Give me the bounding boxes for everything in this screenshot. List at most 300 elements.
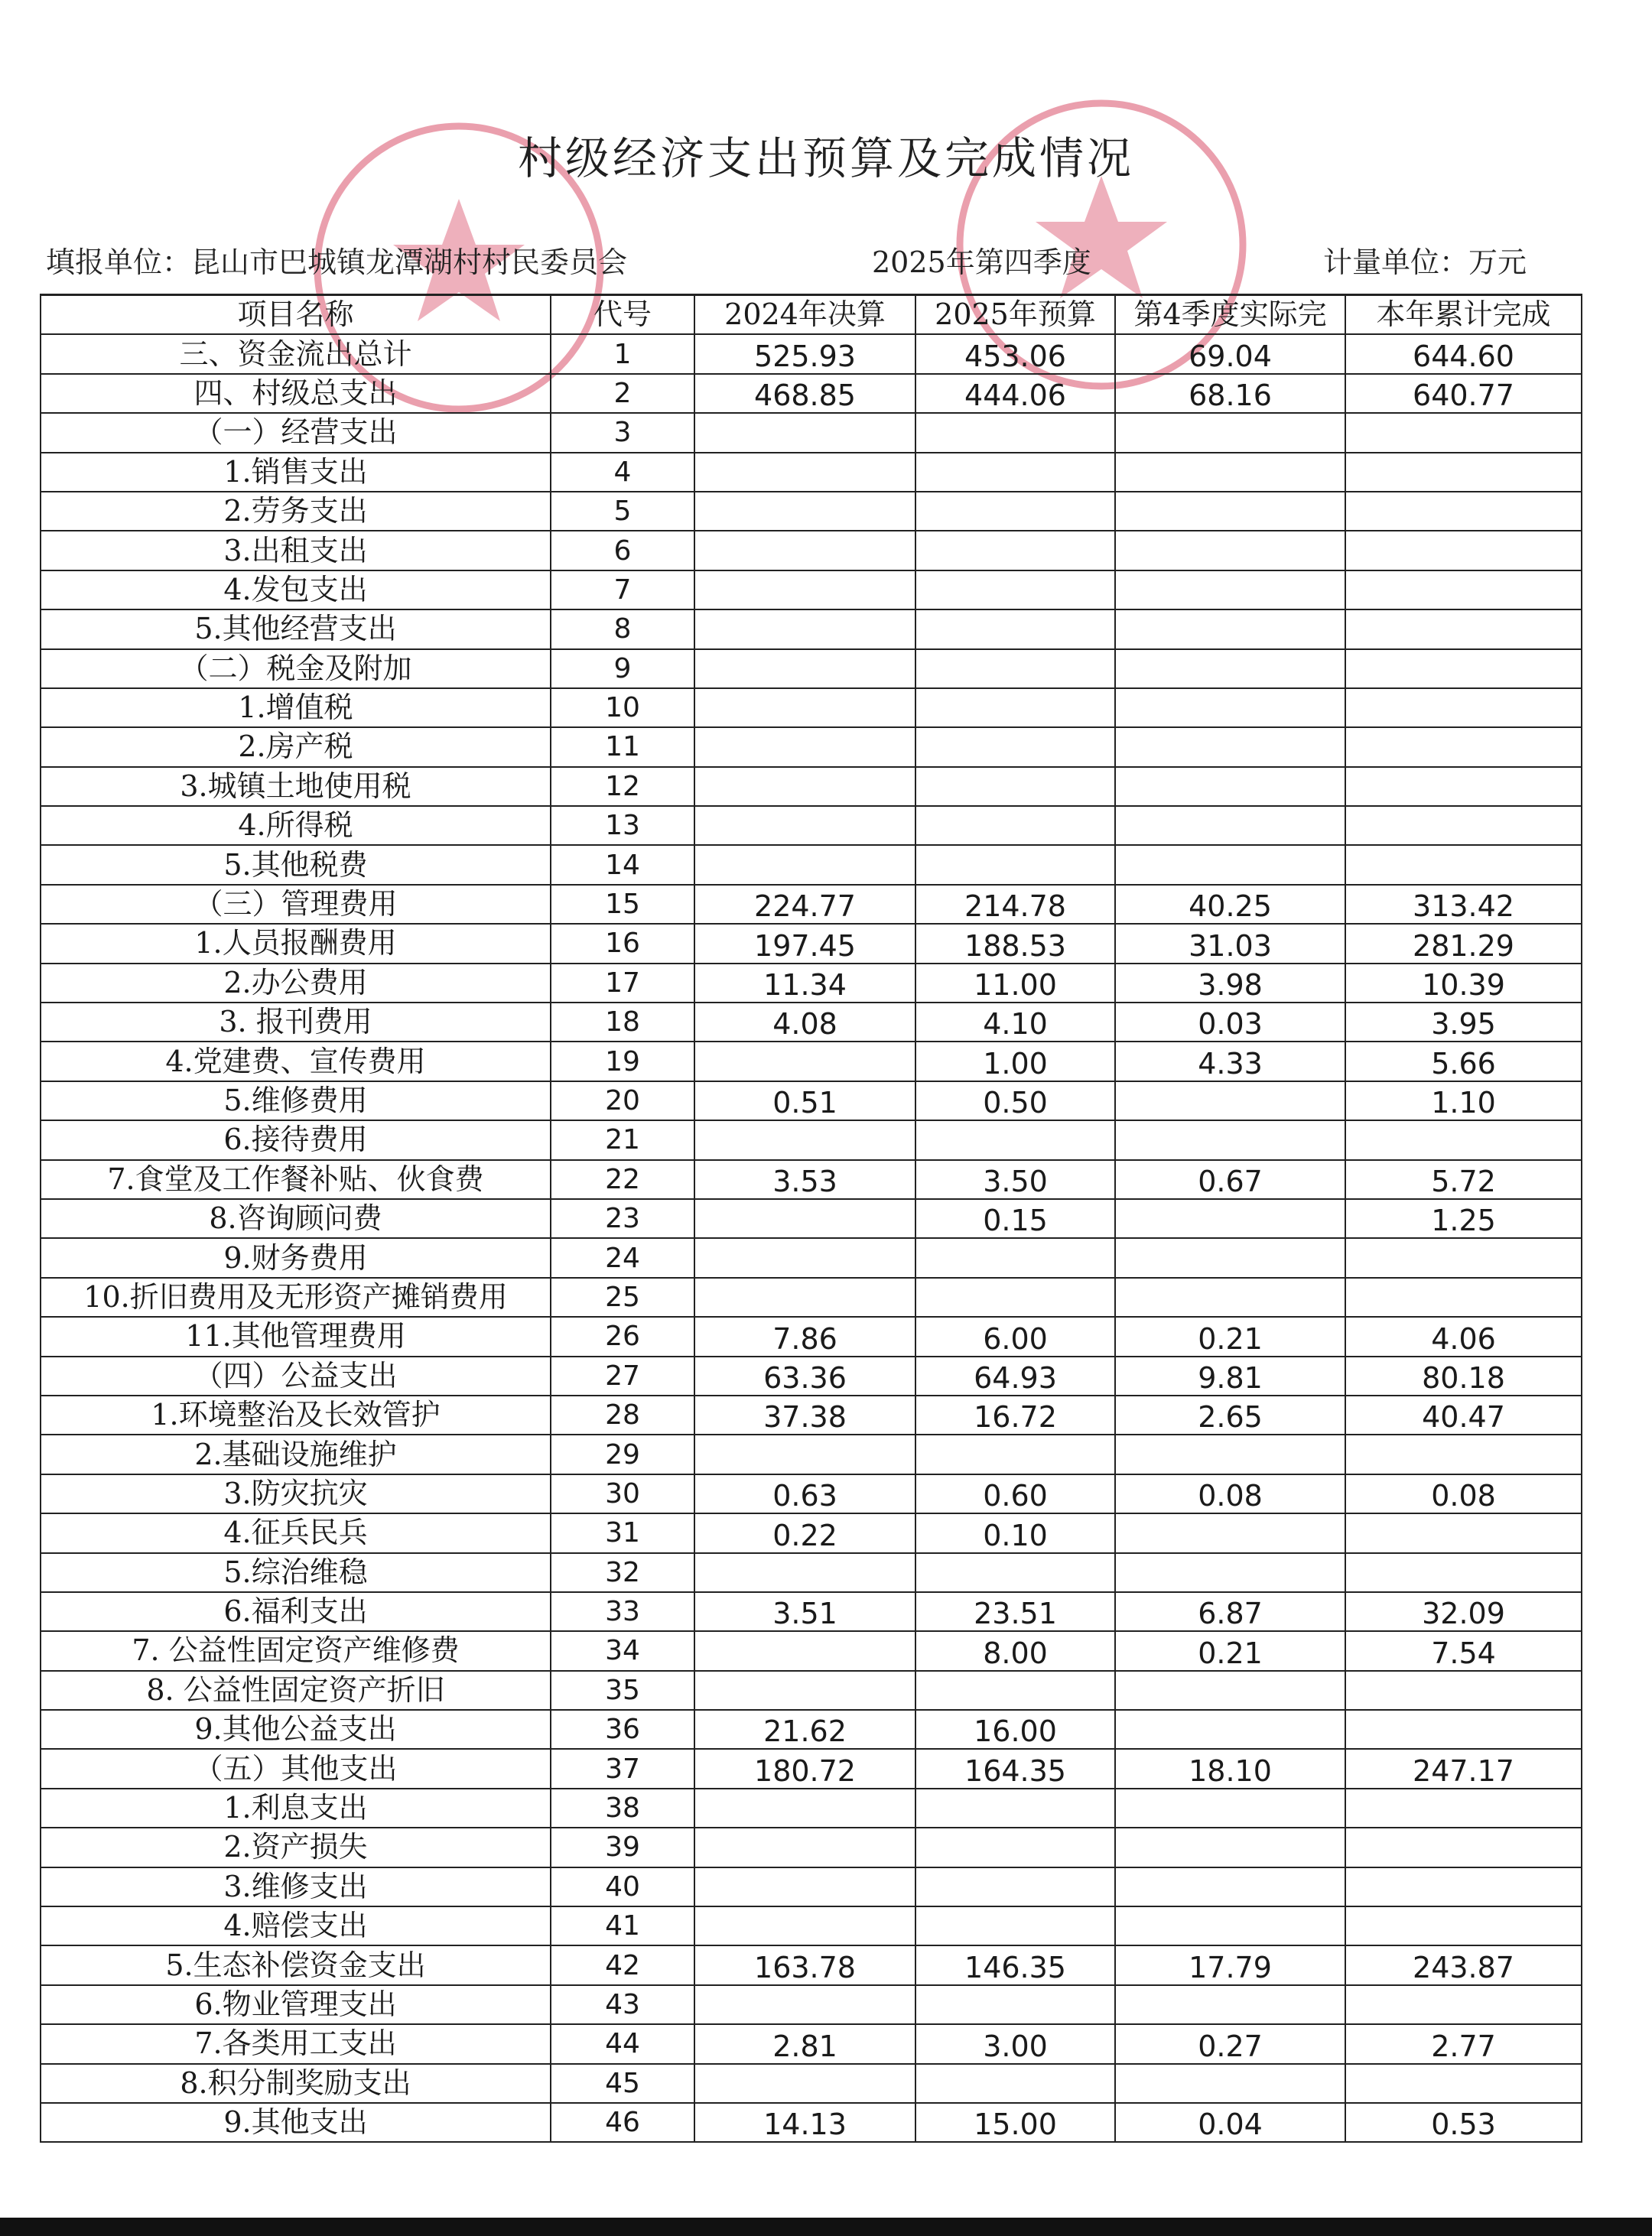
header-item-name: 项目名称 — [41, 295, 551, 335]
cell-code: 44 — [551, 2024, 694, 2063]
table-row — [41, 1513, 1582, 1552]
cell-q4-actual: 0.04 — [1115, 2103, 1345, 2142]
cell-2024-final — [694, 688, 915, 727]
cell-q4-actual — [1115, 1671, 1345, 1710]
cell-2025-budget — [915, 806, 1115, 845]
cell-2024-final — [694, 413, 915, 452]
cell-code: 21 — [551, 1120, 694, 1159]
cell-item-name: 10.折旧费用及无形资产摊销费用 — [41, 1278, 551, 1317]
cell-2024-final: 525.93 — [694, 334, 915, 373]
cell-2025-budget: 444.06 — [915, 374, 1115, 413]
cell-code: 20 — [551, 1081, 694, 1120]
cell-2025-budget: 8.00 — [915, 1631, 1115, 1670]
cell-ytd-completed: 4.06 — [1345, 1317, 1582, 1356]
cell-item-name: 9.财务费用 — [41, 1238, 551, 1277]
measure-unit: 计量单位：万元 — [1323, 245, 1527, 279]
cell-ytd-completed: 640.77 — [1345, 374, 1582, 413]
cell-code: 26 — [551, 1317, 694, 1356]
cell-item-name: （五）其他支出 — [41, 1749, 551, 1788]
cell-code: 33 — [551, 1592, 694, 1631]
cell-2025-budget: 188.53 — [915, 924, 1115, 963]
table-row — [41, 570, 1582, 609]
cell-code: 10 — [551, 688, 694, 727]
cell-item-name: 1.环境整治及长效管护 — [41, 1396, 551, 1435]
cell-2024-final — [694, 1199, 915, 1238]
cell-q4-actual — [1115, 1985, 1345, 2024]
cell-2025-budget — [915, 649, 1115, 688]
cell-2025-budget: 6.00 — [915, 1317, 1115, 1356]
cell-2025-budget: 23.51 — [915, 1592, 1115, 1631]
table-row — [41, 964, 1582, 1003]
cell-ytd-completed — [1345, 1828, 1582, 1867]
cell-item-name: 1.增值税 — [41, 688, 551, 727]
cell-code: 30 — [551, 1474, 694, 1513]
cell-ytd-completed — [1345, 1120, 1582, 1159]
cell-2024-final: 0.51 — [694, 1081, 915, 1120]
page-title: 村级经济支出预算及完成情况 — [517, 132, 1134, 184]
cell-code: 35 — [551, 1671, 694, 1710]
cell-2024-final — [694, 845, 915, 884]
cell-item-name: 7.各类用工支出 — [41, 2024, 551, 2063]
expenditure-table — [40, 294, 1582, 2143]
cell-2024-final: 37.38 — [694, 1396, 915, 1435]
cell-code: 15 — [551, 885, 694, 924]
cell-code: 23 — [551, 1199, 694, 1238]
cell-2024-final — [694, 1238, 915, 1277]
cell-2024-final — [694, 1278, 915, 1317]
cell-ytd-completed: 3.95 — [1345, 1003, 1582, 1042]
table-header-row — [41, 295, 1582, 335]
cell-q4-actual: 0.21 — [1115, 1317, 1345, 1356]
cell-ytd-completed: 1.25 — [1345, 1199, 1582, 1238]
table-row — [41, 2064, 1582, 2103]
cell-2024-final — [694, 1631, 915, 1670]
cell-item-name: 四、村级总支出 — [41, 374, 551, 413]
table-row — [41, 492, 1582, 531]
cell-code: 29 — [551, 1435, 694, 1474]
cell-q4-actual: 6.87 — [1115, 1592, 1345, 1631]
cell-2024-final — [694, 649, 915, 688]
cell-q4-actual: 9.81 — [1115, 1357, 1345, 1396]
cell-q4-actual — [1115, 1513, 1345, 1552]
cell-item-name: 5.其他税费 — [41, 845, 551, 884]
cell-2025-budget: 0.50 — [915, 1081, 1115, 1120]
cell-q4-actual — [1115, 1867, 1345, 1906]
cell-ytd-completed — [1345, 1671, 1582, 1710]
table-row — [41, 767, 1582, 806]
cell-2024-final — [694, 1789, 915, 1828]
cell-code: 17 — [551, 964, 694, 1003]
cell-2024-final — [694, 1042, 915, 1081]
cell-code: 28 — [551, 1396, 694, 1435]
cell-2025-budget — [915, 570, 1115, 609]
cell-item-name: 1.利息支出 — [41, 1789, 551, 1828]
cell-ytd-completed — [1345, 2064, 1582, 2103]
cell-2024-final: 14.13 — [694, 2103, 915, 2142]
cell-q4-actual: 69.04 — [1115, 334, 1345, 373]
cell-q4-actual: 31.03 — [1115, 924, 1345, 963]
cell-item-name: 2.劳务支出 — [41, 492, 551, 531]
cell-item-name: 2.基础设施维护 — [41, 1435, 551, 1474]
header-q4-actual: 第4季度实际完 — [1115, 295, 1345, 335]
cell-q4-actual — [1115, 845, 1345, 884]
cell-2025-budget: 0.60 — [915, 1474, 1115, 1513]
cell-2024-final: 21.62 — [694, 1710, 915, 1749]
cell-code: 6 — [551, 531, 694, 570]
cell-code: 32 — [551, 1553, 694, 1592]
cell-2024-final — [694, 609, 915, 648]
cell-2025-budget: 453.06 — [915, 334, 1115, 373]
cell-ytd-completed: 10.39 — [1345, 964, 1582, 1003]
cell-code: 36 — [551, 1710, 694, 1749]
cell-2024-final — [694, 1906, 915, 1945]
cell-ytd-completed: 1.10 — [1345, 1081, 1582, 1120]
cell-q4-actual — [1115, 1278, 1345, 1317]
filing-unit: 填报单位：昆山市巴城镇龙潭湖村村民委员会 — [46, 245, 628, 279]
cell-ytd-completed — [1345, 570, 1582, 609]
table-row — [41, 1828, 1582, 1867]
cell-item-name: 6.接待费用 — [41, 1120, 551, 1159]
cell-2025-budget — [915, 1238, 1115, 1277]
cell-code: 38 — [551, 1789, 694, 1828]
cell-q4-actual: 3.98 — [1115, 964, 1345, 1003]
cell-ytd-completed — [1345, 1985, 1582, 2024]
cell-2024-final — [694, 727, 915, 766]
cell-2025-budget — [915, 1120, 1115, 1159]
cell-2025-budget: 214.78 — [915, 885, 1115, 924]
table-row — [41, 1592, 1582, 1631]
cell-2025-budget — [915, 845, 1115, 884]
cell-q4-actual: 68.16 — [1115, 374, 1345, 413]
table-row — [41, 453, 1582, 492]
cell-item-name: 3.防灾抗灾 — [41, 1474, 551, 1513]
cell-2025-budget: 1.00 — [915, 1042, 1115, 1081]
cell-code: 45 — [551, 2064, 694, 2103]
cell-2024-final — [694, 570, 915, 609]
cell-2025-budget: 0.10 — [915, 1513, 1115, 1552]
cell-code: 7 — [551, 570, 694, 609]
table-row — [41, 885, 1582, 924]
cell-2024-final — [694, 531, 915, 570]
cell-2025-budget — [915, 1867, 1115, 1906]
cell-item-name: 4.发包支出 — [41, 570, 551, 609]
table-row — [41, 1671, 1582, 1710]
cell-2024-final: 2.81 — [694, 2024, 915, 2063]
cell-2025-budget — [915, 1435, 1115, 1474]
cell-item-name: （一）经营支出 — [41, 413, 551, 452]
cell-q4-actual: 0.08 — [1115, 1474, 1345, 1513]
cell-item-name: 3.维修支出 — [41, 1867, 551, 1906]
cell-2025-budget — [915, 492, 1115, 531]
table-row — [41, 1985, 1582, 2024]
cell-ytd-completed — [1345, 688, 1582, 727]
cell-ytd-completed: 247.17 — [1345, 1749, 1582, 1788]
cell-code: 16 — [551, 924, 694, 963]
cell-item-name: 8.咨询顾问费 — [41, 1199, 551, 1238]
cell-ytd-completed: 644.60 — [1345, 334, 1582, 373]
table-body — [41, 334, 1582, 2142]
cell-code: 18 — [551, 1003, 694, 1042]
cell-2024-final: 468.85 — [694, 374, 915, 413]
cell-code: 43 — [551, 1985, 694, 2024]
cell-ytd-completed — [1345, 1710, 1582, 1749]
cell-2025-budget — [915, 1906, 1115, 1945]
cell-item-name: 4.所得税 — [41, 806, 551, 845]
cell-item-name: 2.资产损失 — [41, 1828, 551, 1867]
table-row — [41, 531, 1582, 570]
table-row — [41, 1042, 1582, 1081]
cell-code: 34 — [551, 1631, 694, 1670]
cell-2025-budget — [915, 1278, 1115, 1317]
cell-item-name: 8.积分制奖励支出 — [41, 2064, 551, 2103]
cell-2025-budget: 64.93 — [915, 1357, 1115, 1396]
table-row — [41, 1003, 1582, 1042]
table-row — [41, 1396, 1582, 1435]
cell-2025-budget — [915, 1789, 1115, 1828]
cell-2025-budget — [915, 1553, 1115, 1592]
cell-item-name: 6.物业管理支出 — [41, 1985, 551, 2024]
table-row — [41, 2103, 1582, 2142]
cell-2025-budget — [915, 453, 1115, 492]
table-row — [41, 727, 1582, 766]
cell-q4-actual: 0.21 — [1115, 1631, 1345, 1670]
cell-2024-final: 0.22 — [694, 1513, 915, 1552]
cell-ytd-completed: 5.66 — [1345, 1042, 1582, 1081]
cell-ytd-completed: 281.29 — [1345, 924, 1582, 963]
table-row — [41, 1474, 1582, 1513]
cell-2024-final — [694, 1671, 915, 1710]
cell-q4-actual — [1115, 1199, 1345, 1238]
cell-q4-actual — [1115, 531, 1345, 570]
table-row — [41, 1081, 1582, 1120]
cell-ytd-completed — [1345, 1238, 1582, 1277]
table-row — [41, 1631, 1582, 1670]
cell-code: 1 — [551, 334, 694, 373]
cell-item-name: 6.福利支出 — [41, 1592, 551, 1631]
cell-ytd-completed — [1345, 492, 1582, 531]
cell-2024-final: 197.45 — [694, 924, 915, 963]
table-row — [41, 806, 1582, 845]
cell-code: 2 — [551, 374, 694, 413]
cell-code: 19 — [551, 1042, 694, 1081]
cell-code: 3 — [551, 413, 694, 452]
cell-2024-final: 63.36 — [694, 1357, 915, 1396]
cell-2025-budget: 3.00 — [915, 2024, 1115, 2063]
table-row — [41, 1553, 1582, 1592]
cell-q4-actual — [1115, 1906, 1345, 1945]
cell-item-name: 7. 公益性固定资产维修费 — [41, 1631, 551, 1670]
cell-code: 46 — [551, 2103, 694, 2142]
table-row — [41, 1160, 1582, 1199]
cell-2024-final — [694, 1553, 915, 1592]
cell-2025-budget — [915, 2064, 1115, 2103]
cell-2024-final — [694, 767, 915, 806]
cell-2025-budget — [915, 531, 1115, 570]
cell-ytd-completed — [1345, 1513, 1582, 1552]
table-row — [41, 1120, 1582, 1159]
cell-item-name: 3. 报刊费用 — [41, 1003, 551, 1042]
cell-item-name: 8. 公益性固定资产折旧 — [41, 1671, 551, 1710]
cell-2025-budget: 146.35 — [915, 1945, 1115, 1984]
header-2024-final: 2024年决算 — [694, 295, 915, 335]
table-row — [41, 1278, 1582, 1317]
cell-2025-budget: 0.15 — [915, 1199, 1115, 1238]
cell-2025-budget: 15.00 — [915, 2103, 1115, 2142]
cell-item-name: （二）税金及附加 — [41, 649, 551, 688]
cell-q4-actual — [1115, 1435, 1345, 1474]
cell-item-name: 9.其他公益支出 — [41, 1710, 551, 1749]
cell-code: 31 — [551, 1513, 694, 1552]
cell-ytd-completed — [1345, 1553, 1582, 1592]
cell-2024-final — [694, 806, 915, 845]
cell-item-name: 1.销售支出 — [41, 453, 551, 492]
cell-ytd-completed: 313.42 — [1345, 885, 1582, 924]
cell-2025-budget — [915, 688, 1115, 727]
table-row — [41, 1710, 1582, 1749]
cell-q4-actual — [1115, 453, 1345, 492]
cell-2024-final: 3.51 — [694, 1592, 915, 1631]
cell-item-name: 11.其他管理费用 — [41, 1317, 551, 1356]
cell-code: 41 — [551, 1906, 694, 1945]
cell-code: 25 — [551, 1278, 694, 1317]
cell-ytd-completed — [1345, 413, 1582, 452]
cell-ytd-completed: 0.08 — [1345, 1474, 1582, 1513]
table-row — [41, 334, 1582, 373]
cell-code: 22 — [551, 1160, 694, 1199]
cell-ytd-completed: 7.54 — [1345, 1631, 1582, 1670]
cell-ytd-completed: 243.87 — [1345, 1945, 1582, 1984]
cell-ytd-completed — [1345, 649, 1582, 688]
cell-2024-final — [694, 2064, 915, 2103]
cell-q4-actual: 2.65 — [1115, 1396, 1345, 1435]
cell-q4-actual — [1115, 609, 1345, 648]
cell-q4-actual: 17.79 — [1115, 1945, 1345, 1984]
cell-q4-actual — [1115, 727, 1345, 766]
cell-q4-actual — [1115, 2064, 1345, 2103]
cell-q4-actual — [1115, 1789, 1345, 1828]
cell-2025-budget — [915, 1671, 1115, 1710]
cell-code: 9 — [551, 649, 694, 688]
table-row — [41, 924, 1582, 963]
cell-ytd-completed — [1345, 767, 1582, 806]
table-row — [41, 845, 1582, 884]
table-row — [41, 1435, 1582, 1474]
cell-2024-final — [694, 453, 915, 492]
cell-code: 24 — [551, 1238, 694, 1277]
cell-ytd-completed — [1345, 1278, 1582, 1317]
cell-code: 11 — [551, 727, 694, 766]
cell-q4-actual — [1115, 688, 1345, 727]
cell-item-name: 5.生态补偿资金支出 — [41, 1945, 551, 1984]
cell-2024-final — [694, 492, 915, 531]
table-row — [41, 609, 1582, 648]
cell-q4-actual: 0.67 — [1115, 1160, 1345, 1199]
cell-item-name: （四）公益支出 — [41, 1357, 551, 1396]
cell-2024-final: 180.72 — [694, 1749, 915, 1788]
table-row — [41, 374, 1582, 413]
cell-q4-actual — [1115, 767, 1345, 806]
cell-ytd-completed: 2.77 — [1345, 2024, 1582, 2063]
cell-q4-actual — [1115, 1120, 1345, 1159]
cell-2024-final: 11.34 — [694, 964, 915, 1003]
cell-item-name: 1.人员报酬费用 — [41, 924, 551, 963]
cell-q4-actual: 0.03 — [1115, 1003, 1345, 1042]
cell-item-name: 5.维修费用 — [41, 1081, 551, 1120]
cell-2025-budget — [915, 727, 1115, 766]
cell-q4-actual: 0.27 — [1115, 2024, 1345, 2063]
cell-q4-actual — [1115, 570, 1345, 609]
cell-2024-final: 163.78 — [694, 1945, 915, 1984]
cell-2025-budget: 16.72 — [915, 1396, 1115, 1435]
header-2025-budget: 2025年预算 — [915, 295, 1115, 335]
cell-ytd-completed — [1345, 531, 1582, 570]
cell-code: 13 — [551, 806, 694, 845]
cell-code: 39 — [551, 1828, 694, 1867]
cell-code: 42 — [551, 1945, 694, 1984]
cell-q4-actual — [1115, 649, 1345, 688]
cell-item-name: 7.食堂及工作餐补贴、伙食费 — [41, 1160, 551, 1199]
cell-item-name: （三）管理费用 — [41, 885, 551, 924]
cell-q4-actual: 18.10 — [1115, 1749, 1345, 1788]
cell-item-name: 3.城镇土地使用税 — [41, 767, 551, 806]
cell-item-name: 4.征兵民兵 — [41, 1513, 551, 1552]
cell-ytd-completed — [1345, 806, 1582, 845]
table-row — [41, 1867, 1582, 1906]
cell-item-name: 2.房产税 — [41, 727, 551, 766]
cell-q4-actual — [1115, 1828, 1345, 1867]
table-row — [41, 649, 1582, 688]
table-row — [41, 413, 1582, 452]
cell-ytd-completed — [1345, 845, 1582, 884]
cell-2025-budget: 16.00 — [915, 1710, 1115, 1749]
cell-2024-final — [694, 1120, 915, 1159]
cell-q4-actual — [1115, 806, 1345, 845]
cell-item-name: 5.综治维稳 — [41, 1553, 551, 1592]
cell-2025-budget: 11.00 — [915, 964, 1115, 1003]
cell-code: 5 — [551, 492, 694, 531]
scan-bottom-edge — [0, 2218, 1652, 2236]
cell-q4-actual — [1115, 1553, 1345, 1592]
cell-2024-final — [694, 1828, 915, 1867]
cell-2025-budget — [915, 413, 1115, 452]
cell-item-name: 三、资金流出总计 — [41, 334, 551, 373]
cell-q4-actual — [1115, 492, 1345, 531]
cell-code: 4 — [551, 453, 694, 492]
cell-2025-budget — [915, 1985, 1115, 2024]
cell-ytd-completed: 32.09 — [1345, 1592, 1582, 1631]
cell-code: 40 — [551, 1867, 694, 1906]
cell-ytd-completed — [1345, 1435, 1582, 1474]
cell-ytd-completed — [1345, 1867, 1582, 1906]
cell-item-name: 2.办公费用 — [41, 964, 551, 1003]
cell-ytd-completed: 0.53 — [1345, 2103, 1582, 2142]
cell-code: 8 — [551, 609, 694, 648]
cell-2024-final — [694, 1985, 915, 2024]
cell-item-name: 3.出租支出 — [41, 531, 551, 570]
cell-ytd-completed: 5.72 — [1345, 1160, 1582, 1199]
table-row — [41, 1906, 1582, 1945]
cell-item-name: 9.其他支出 — [41, 2103, 551, 2142]
cell-code: 27 — [551, 1357, 694, 1396]
report-period: 2025年第四季度 — [872, 245, 1091, 279]
cell-item-name: 4.赔偿支出 — [41, 1906, 551, 1945]
cell-item-name: 5.其他经营支出 — [41, 609, 551, 648]
cell-code: 14 — [551, 845, 694, 884]
cell-2024-final: 224.77 — [694, 885, 915, 924]
cell-q4-actual — [1115, 1710, 1345, 1749]
cell-ytd-completed: 80.18 — [1345, 1357, 1582, 1396]
cell-code: 12 — [551, 767, 694, 806]
